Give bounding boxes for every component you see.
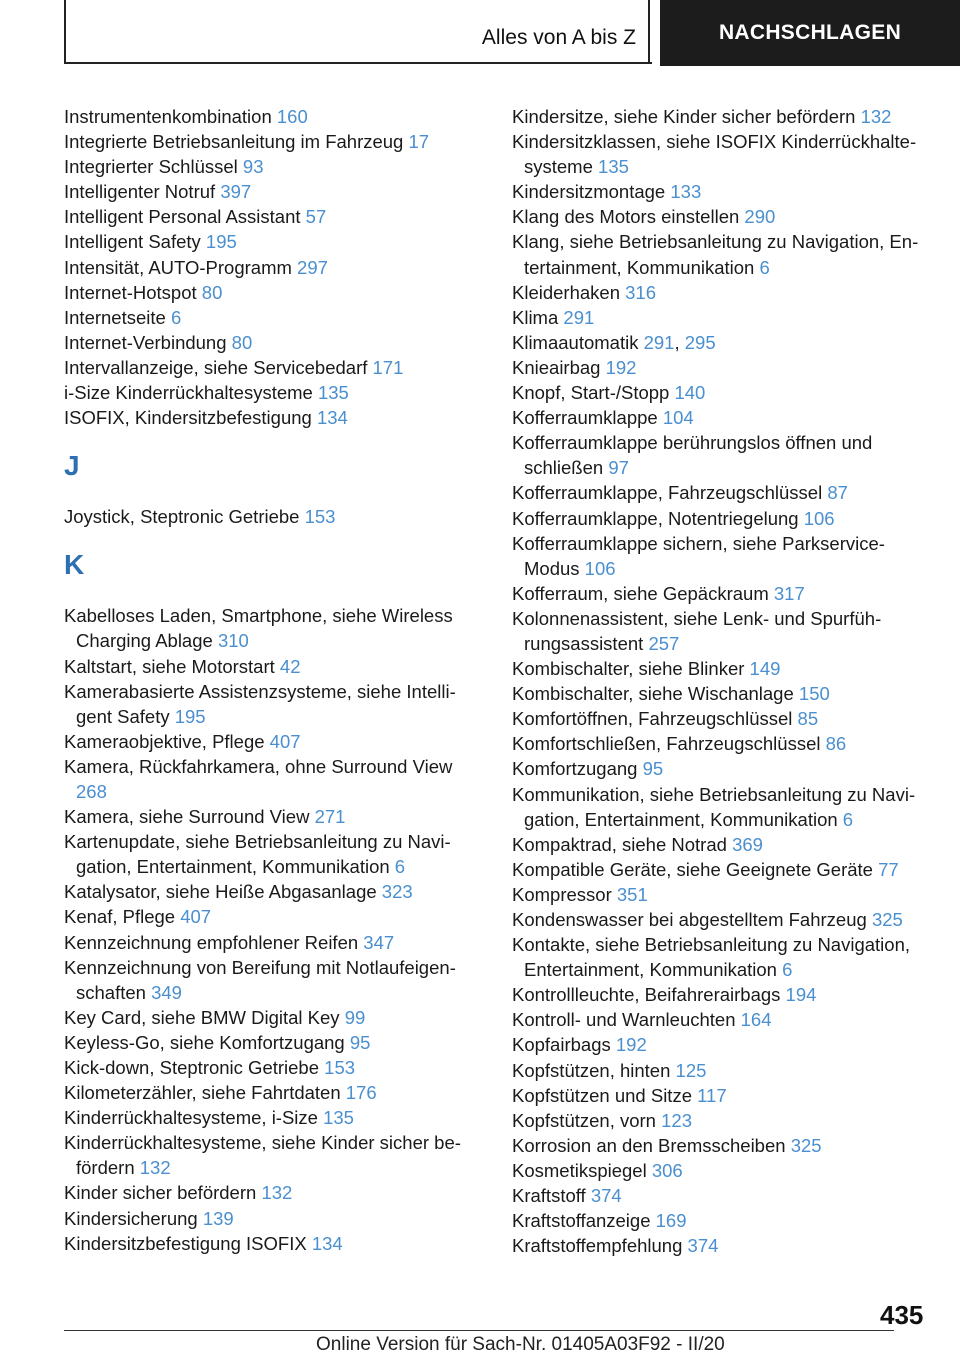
index-entry — [512, 681, 932, 706]
index-column-right — [512, 104, 932, 1258]
page-link[interactable]: 132 — [139, 1157, 171, 1179]
page-link[interactable]: 106 — [803, 507, 835, 529]
page-link[interactable]: 95 — [349, 1031, 371, 1053]
index-entry-term: Intelligent Personal Assistant — [64, 206, 301, 228]
index-entry-term: Kolonnenassistent, siehe Lenk- und Spurführungsassistent — [512, 607, 882, 654]
index-entry — [64, 955, 484, 1005]
index-entry — [64, 229, 484, 254]
header-border-left — [64, 0, 66, 64]
index-entry-term: Intensität, AUTO-Programm — [64, 256, 292, 278]
page-link[interactable]: 134 — [311, 1232, 343, 1254]
index-entry-term: Kraftstoffanzeige — [512, 1210, 651, 1232]
index-entry-term: Kopfstützen, hinten — [512, 1059, 671, 1081]
index-entry — [512, 280, 932, 305]
index-entry-term: Knieairbag — [512, 356, 601, 378]
index-entry — [512, 129, 932, 179]
page-link[interactable]: 99 — [344, 1006, 366, 1028]
page-link[interactable]: 176 — [345, 1082, 377, 1104]
page-link[interactable]: 397 — [220, 181, 252, 203]
index-entry-term: Kindersitzmontage — [512, 181, 666, 203]
page-link[interactable]: 132 — [860, 106, 892, 127]
index-entry — [64, 1130, 484, 1180]
index-entry — [512, 731, 932, 756]
index-entry-term: ISOFIX, Kindersitzbefestigung — [64, 407, 312, 429]
index-entry — [64, 330, 484, 355]
index-entry — [64, 204, 484, 229]
page-link[interactable]: 6 — [842, 808, 854, 830]
index-entry — [512, 1208, 932, 1233]
index-entry — [512, 104, 932, 129]
index-entry — [512, 430, 932, 480]
index-entry-term: Kameraobjektive, Pflege — [64, 730, 265, 752]
index-entry-term: Kopfstützen, vorn — [512, 1109, 656, 1131]
index-entry — [64, 1180, 484, 1205]
page-link[interactable]: 87 — [827, 482, 848, 504]
page-link[interactable]: 93 — [242, 156, 264, 178]
index-letter-heading: K — [64, 549, 85, 581]
page-link[interactable]: 291 — [563, 306, 595, 328]
page-link[interactable]: 6 — [394, 856, 406, 878]
page-link[interactable]: 57 — [305, 206, 327, 228]
index-entry-term: Kraftstoffempfehlung — [512, 1235, 683, 1257]
index-entry-term: Internetseite — [64, 306, 166, 328]
index-entry — [512, 506, 932, 531]
index-entry — [64, 179, 484, 204]
index-entry — [64, 380, 484, 405]
index-entry — [512, 581, 932, 606]
page-link[interactable]: 369 — [732, 833, 763, 855]
page-link[interactable]: 374 — [687, 1235, 719, 1257]
page-link[interactable]: 150 — [798, 683, 830, 705]
index-entry-term: Intelligent Safety — [64, 231, 201, 253]
page-link[interactable]: 135 — [598, 156, 629, 178]
index-entry-term: Korrosion an den Bremsscheiben — [512, 1134, 786, 1156]
page-link[interactable]: 160 — [276, 106, 308, 127]
index-entry-term: Kompatible Geräte, siehe Geeignete Geräte — [512, 858, 873, 880]
index-entry-term: Komfortschließen, Fahrzeugschlüssel — [512, 733, 821, 755]
page-link[interactable]: 316 — [625, 281, 657, 303]
index-column-left — [64, 104, 484, 1256]
page-link[interactable]: 153 — [324, 1057, 356, 1078]
page-link[interactable]: 317 — [773, 582, 805, 604]
page-link[interactable]: 268 — [76, 780, 107, 802]
page-link[interactable]: 133 — [670, 181, 702, 203]
page-link[interactable]: 149 — [749, 658, 781, 680]
page-link[interactable]: 349 — [151, 981, 182, 1003]
index-entry — [64, 930, 484, 955]
index-entry-term: Kindersitzklassen, siehe ISOFIX Kinderrückhaltesysteme — [512, 131, 917, 178]
index-entry-term: Kamera, siehe Surround View — [64, 806, 310, 828]
page-link[interactable]: 86 — [825, 733, 847, 755]
index-entry-term: Kraftstoff — [512, 1185, 586, 1207]
page-link[interactable]: 325 — [871, 909, 903, 930]
index-entry-term: i-Size Kinderrückhaltesysteme — [64, 382, 313, 404]
index-entry-term: Knopf, Start-/Stopp — [512, 382, 670, 404]
index-entry — [64, 904, 484, 929]
index-entry-term: Kompressor — [512, 883, 612, 905]
index-entry — [512, 656, 932, 681]
index-entry — [512, 1058, 932, 1083]
index-entry — [512, 1233, 932, 1258]
page-link[interactable]: 6 — [170, 306, 182, 328]
index-entry — [64, 405, 484, 430]
index-entry-term: Integrierter Schlüssel — [64, 156, 238, 178]
page-link[interactable]: 192 — [615, 1034, 647, 1056]
page-link[interactable]: 17 — [408, 131, 430, 153]
index-entry — [512, 531, 932, 581]
page-link[interactable]: 80 — [231, 331, 253, 353]
index-entry-term: Kamera, Rückfahrkamera, ohne Surround View — [64, 755, 453, 777]
page-link[interactable]: 164 — [740, 1009, 772, 1031]
index-entry — [512, 706, 932, 731]
page-link[interactable]: 297 — [297, 256, 328, 278]
index-entry-term: Kilometerzähler, siehe Fahrtdaten — [64, 1082, 341, 1104]
index-entry-term: Kontakte, siehe Betriebsanleitung zu Navigation, Entertainment, Kommunikation — [512, 934, 911, 981]
index-entry-term: Katalysator, siehe Heiße Abgasanlage — [64, 881, 377, 903]
index-entry — [512, 982, 932, 1007]
page-link[interactable]: 97 — [608, 457, 629, 479]
index-entry — [64, 504, 484, 529]
page-link[interactable]: 407 — [180, 906, 212, 928]
index-entry — [64, 280, 484, 305]
index-entry — [512, 229, 932, 279]
page-link[interactable]: 347 — [363, 931, 395, 953]
index-entry — [512, 907, 932, 932]
index-entry — [64, 1055, 484, 1080]
page-link[interactable]: 80 — [201, 281, 223, 303]
index-entry-term: Joystick, Steptronic Getriebe — [64, 506, 300, 528]
index-entry — [64, 603, 484, 653]
page-link[interactable]: 351 — [616, 883, 648, 905]
index-entry-term: Kofferraum, siehe Gepäckraum — [512, 582, 769, 604]
page-link[interactable]: 169 — [655, 1210, 687, 1232]
page-link[interactable]: 407 — [269, 730, 301, 752]
page-link[interactable]: 104 — [662, 407, 694, 429]
page-link[interactable]: 135 — [323, 1107, 354, 1129]
index-entry-term: Kofferraumklappe sichern, siehe Parkservice-Modus — [512, 532, 885, 579]
index-entry — [64, 1080, 484, 1105]
index-entry — [64, 1231, 484, 1256]
page-link[interactable]: 153 — [304, 506, 336, 528]
index-entry — [64, 355, 484, 380]
index-entry-term: Kontrollleuchte, Beifahrerairbags — [512, 984, 781, 1006]
index-entry — [64, 1030, 484, 1055]
page-link[interactable]: 194 — [785, 984, 817, 1006]
index-entry — [512, 355, 932, 380]
index-entry-term: Komfortöffnen, Fahrzeugschlüssel — [512, 708, 793, 730]
index-entry-term: Kick-down, Steptronic Getriebe — [64, 1057, 320, 1078]
index-entry-term: Kombischalter, siehe Wischanlage — [512, 683, 794, 705]
index-letter-heading: J — [64, 450, 80, 482]
index-entry-term: Kaltstart, siehe Motorstart — [64, 655, 275, 677]
index-entry — [512, 1032, 932, 1057]
index-entry-term: Kofferraumklappe, Fahrzeugschlüssel — [512, 482, 823, 504]
page-number: 435 — [880, 1300, 924, 1330]
index-entry — [512, 405, 932, 430]
index-entry: Klimaautomatik 291, 295 — [512, 331, 716, 353]
index-entry-term: Kindersitzbefestigung ISOFIX — [64, 1232, 307, 1254]
page-link[interactable]: 271 — [314, 806, 346, 828]
page-link[interactable]: 135 — [317, 382, 349, 404]
page-link[interactable]: 77 — [878, 858, 899, 880]
index-entry — [64, 104, 484, 129]
index-entry-term: Kinderrückhaltesysteme, i-Size — [64, 1107, 318, 1129]
page-link[interactable]: 140 — [674, 382, 706, 404]
index-entry — [512, 882, 932, 907]
index-entry — [64, 305, 484, 330]
index-entry — [64, 679, 484, 729]
footer-version-text: Online Version für Sach-Nr. 01405A03F92 - II/20 — [316, 1334, 725, 1355]
index-entry-term: Kinder sicher befördern — [64, 1182, 257, 1204]
index-entry-term: Kindersitze, siehe Kinder sicher befördern — [512, 106, 856, 127]
index-entry — [512, 1183, 932, 1208]
index-entry-term: Kenaf, Pflege — [64, 906, 176, 928]
chapter-tab[interactable]: NACHSCHLAGEN — [660, 0, 960, 66]
index-entry-term: Kombischalter, siehe Blinker — [512, 658, 745, 680]
index-entry — [64, 879, 484, 904]
index-entry — [64, 1005, 484, 1030]
index-entry-term: Kennzeichnung von Bereifung mit Notlaufeigenschaften — [64, 956, 456, 1003]
header-border-bottom — [64, 62, 652, 64]
index-entry — [512, 756, 932, 781]
page-link[interactable]: 306 — [651, 1159, 683, 1181]
page-link[interactable]: 125 — [675, 1059, 707, 1081]
index-entry-term: Kennzeichnung empfohlener Reifen — [64, 931, 359, 953]
index-entry-term: Kompaktrad, siehe Notrad — [512, 833, 727, 855]
index-entry — [512, 782, 932, 832]
index-entry — [512, 480, 932, 505]
index-entry-term: Kopfairbags — [512, 1034, 611, 1056]
index-entry — [512, 932, 932, 982]
page-link[interactable]: 374 — [590, 1185, 622, 1207]
index-entry — [64, 729, 484, 754]
index-entry — [64, 754, 484, 804]
page-link[interactable]: 192 — [605, 356, 637, 378]
footer-divider — [64, 1330, 894, 1331]
index-entry — [64, 804, 484, 829]
index-entry — [64, 255, 484, 280]
index-entry — [512, 1007, 932, 1032]
page-link[interactable]: 295 — [684, 331, 716, 353]
index-entry — [64, 829, 484, 879]
index-entry-term: Kommunikation, siehe Betriebsanleitung zu Navigation, Entertainment, Kommunikation — [512, 783, 916, 830]
index-entry-term: Integrierte Betriebsanleitung im Fahrzeug — [64, 131, 404, 153]
index-entry — [512, 606, 932, 656]
index-entry-term: Kamerabasierte Assistenzsysteme, siehe Intelligent Safety — [64, 680, 456, 727]
index-entry — [512, 1158, 932, 1183]
index-entry-term: Kartenupdate, siehe Betriebsanleitung zu Navigation, Entertainment, Kommunikation — [64, 831, 451, 878]
index-entry-term: Kosmetikspiegel — [512, 1159, 647, 1181]
index-entry-term: Kindersicherung — [64, 1207, 198, 1229]
index-entry — [64, 654, 484, 679]
header-border-divider — [648, 0, 650, 64]
page-link[interactable]: 95 — [642, 758, 664, 780]
index-entry-term: Kinderrückhaltesysteme, siehe Kinder sicher befördern — [64, 1132, 461, 1179]
index-entry — [64, 1206, 484, 1231]
page-link[interactable]: 323 — [381, 881, 413, 903]
index-entry-term: Klang des Motors einstellen — [512, 206, 740, 228]
index-entry-term: Kondenswasser bei abgestelltem Fahrzeug — [512, 909, 867, 930]
index-entry-term: Intelligenter Notruf — [64, 181, 216, 203]
page-link[interactable]: 139 — [202, 1207, 234, 1229]
index-entry — [512, 1108, 932, 1133]
page-link[interactable]: 117 — [697, 1084, 727, 1106]
index-entry-term: Keyless-Go, siehe Komfortzugang — [64, 1031, 345, 1053]
page-link[interactable]: 132 — [261, 1182, 293, 1204]
page-link[interactable]: 85 — [797, 708, 819, 730]
index-entry — [512, 305, 932, 330]
page-link[interactable]: 257 — [648, 632, 680, 654]
index-entry-term: Internet-Verbindung — [64, 331, 227, 353]
index-entry-term: Instrumentenkombination — [64, 106, 272, 127]
index-entry — [512, 1083, 932, 1108]
page-link[interactable]: 6 — [759, 256, 770, 278]
index-entry-term: Kofferraumklappe — [512, 407, 658, 429]
page-link[interactable]: 195 — [205, 231, 237, 253]
index-entry-term: Kopfstützen und Sitze — [512, 1084, 692, 1106]
index-entry-term: Kabelloses Laden, Smartphone, siehe Wireless Charging Ablage — [64, 605, 453, 652]
index-entry — [512, 204, 932, 229]
page-link[interactable]: 290 — [744, 206, 776, 228]
index-entry — [512, 832, 932, 857]
index-entry — [512, 1133, 932, 1158]
page-link[interactable]: 6 — [782, 959, 793, 981]
index-entry-term: Klang, siehe Betriebsanleitung zu Navigation, Entertainment, Kommunikation — [512, 231, 919, 278]
page-link[interactable]: 291 — [643, 331, 675, 353]
index-entry — [64, 1105, 484, 1130]
index-entry — [64, 129, 484, 154]
index-entry-term: Kleiderhaken — [512, 281, 620, 303]
page-link[interactable]: 134 — [316, 407, 348, 429]
page-link[interactable]: 310 — [217, 630, 249, 652]
index-entry-term: Komfortzugang — [512, 758, 638, 780]
page-link[interactable]: 325 — [790, 1134, 822, 1156]
index-entry — [512, 380, 932, 405]
index-entry — [512, 179, 932, 204]
index-entry-term: Intervallanzeige, siehe Servicebedarf — [64, 356, 368, 378]
page-link[interactable]: 106 — [584, 557, 616, 579]
page-link[interactable]: 123 — [661, 1109, 692, 1131]
section-title: Alles von A bis Z — [481, 26, 636, 49]
index-entry — [512, 857, 932, 882]
index-entry-term: Kontroll- und Warnleuchten — [512, 1009, 736, 1031]
index-entry-term: Klima — [512, 306, 559, 328]
page-link[interactable]: 171 — [372, 356, 404, 378]
index-entry-term: Kofferraumklappe, Notentriegelung — [512, 507, 799, 529]
index-entry-term: Internet-Hotspot — [64, 281, 197, 303]
index-entry-term: Key Card, siehe BMW Digital Key — [64, 1006, 340, 1028]
index-entry-term: Kofferraumklappe berührungslos öffnen und schließen — [512, 432, 873, 479]
index-entry-term: Klimaautomatik — [512, 331, 639, 353]
page-link[interactable]: 42 — [279, 655, 301, 677]
index-entry — [64, 154, 484, 179]
page-link[interactable]: 195 — [174, 705, 206, 727]
